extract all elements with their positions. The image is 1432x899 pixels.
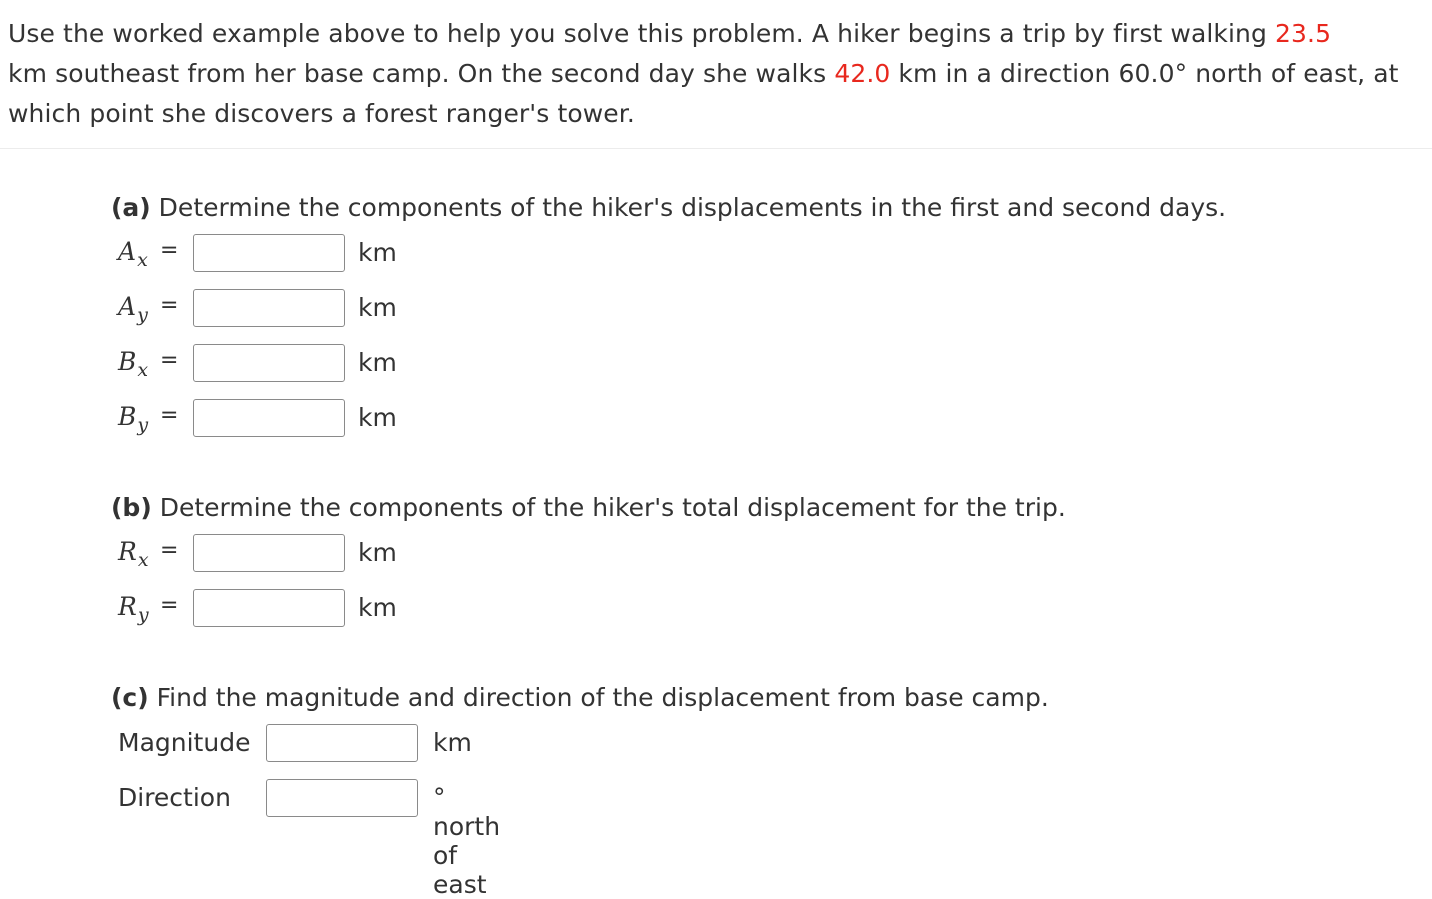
unit-label: km: [358, 238, 397, 267]
intro-text-3: km in a direction 60.0° north of east, at which point she discovers a forest ranger's tower.: [8, 59, 1399, 128]
ay-input[interactable]: [193, 289, 345, 327]
unit-label: km: [358, 293, 397, 322]
given-distance-2: 42.0: [834, 59, 891, 88]
unit-label: km: [433, 728, 472, 757]
intro-text-1: Use the worked example above to help you solve this problem. A hiker begins a trip by first walking: [8, 19, 1276, 48]
part-c-tag: (c): [111, 683, 149, 712]
equals-sign: =: [160, 403, 179, 428]
part-b-heading: [111, 493, 1066, 523]
by-input[interactable]: [193, 399, 345, 437]
variable-label: $B_x$: [118, 347, 149, 381]
direction-label: Direction: [118, 783, 231, 812]
ax-input[interactable]: [193, 234, 345, 272]
given-distance-1: 23.5: [1275, 19, 1332, 48]
direction-input[interactable]: [266, 779, 418, 817]
equals-sign: =: [160, 538, 179, 563]
part-b-tag: (b): [111, 493, 152, 522]
magnitude-input[interactable]: [266, 724, 418, 762]
equals-sign: =: [160, 593, 179, 618]
equals-sign: =: [160, 348, 179, 373]
direction-unit-label: ° north of east: [433, 783, 501, 899]
part-b-text: Determine the components of the hiker's total displacement for the trip.: [151, 493, 1066, 522]
part-a-tag: (a): [111, 193, 151, 222]
variable-label: $R_y$: [118, 592, 149, 626]
unit-label: km: [358, 538, 397, 567]
unit-label: km: [358, 348, 397, 377]
variable-label: $A_x$: [118, 237, 148, 271]
part-a-text: Determine the components of the hiker's displacements in the first and second days.: [150, 193, 1227, 222]
equals-sign: =: [160, 238, 179, 263]
magnitude-label: Magnitude: [118, 728, 251, 757]
part-c-heading: [111, 683, 1049, 713]
ry-input[interactable]: [193, 589, 345, 627]
variable-label: $A_y$: [118, 292, 148, 326]
bx-input[interactable]: [193, 344, 345, 382]
unit-label: km: [358, 403, 397, 432]
part-c-text: Find the magnitude and direction of the displacement from base camp.: [148, 683, 1049, 712]
section-divider: [0, 148, 1432, 149]
part-a-heading: [111, 193, 1226, 223]
variable-label: $B_y$: [118, 402, 149, 436]
equals-sign: =: [160, 293, 179, 318]
rx-input[interactable]: [193, 534, 345, 572]
unit-label: km: [358, 593, 397, 622]
problem-statement: [8, 14, 1418, 134]
variable-label: $R_x$: [118, 537, 149, 571]
intro-text-2: km southeast from her base camp. On the second day she walks: [8, 59, 835, 88]
